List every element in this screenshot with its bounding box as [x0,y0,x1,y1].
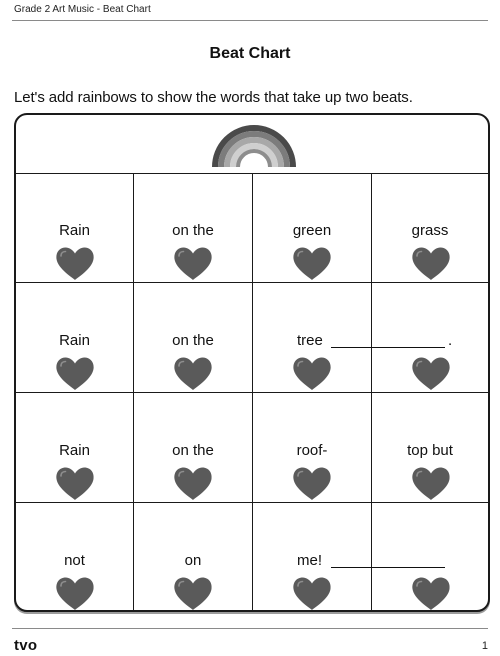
header-divider [12,20,488,21]
heart-icon [55,356,95,392]
page-title: Beat Chart [209,45,291,62]
beat-cell [134,283,253,393]
beat-cell [16,283,134,393]
beat-word: on [184,552,202,569]
heart-icon [411,356,451,392]
beat-cell [253,393,372,503]
instruction-text: Let's add rainbows to show the words that take up two beats. [14,89,413,106]
beat-cell [372,393,488,503]
heart-icon [292,246,332,282]
beat-word: top but [407,442,453,459]
heart-icon [173,576,213,612]
page-number: 1 [481,640,488,652]
beat-word: on the [172,222,214,239]
beat-word: me! [297,552,323,569]
tvo-logo: tvo [14,637,38,654]
beat-cell [372,503,488,610]
rainbow-icon [212,121,296,167]
heart-icon [292,576,332,612]
blank-period: . [448,332,453,349]
heart-icon [411,576,451,612]
beat-word: Rain [59,332,90,349]
beat-word: tree [297,332,323,349]
heart-icon [173,246,213,282]
beat-word: roof- [296,442,328,459]
beat-cell [134,503,253,610]
beat-cell [16,393,134,503]
beat-word: not [64,552,85,569]
beat-cell [372,173,488,283]
heart-icon [173,356,213,392]
beat-cell [16,173,134,283]
heart-icon [292,356,332,392]
heart-icon [173,466,213,502]
beat-cell [372,283,488,393]
beat-cell [253,503,372,610]
beat-word: green [292,222,332,239]
heart-icon [292,466,332,502]
beat-cell [253,173,372,283]
beat-word: Rain [59,442,90,459]
beat-cell [253,283,453,393]
heart-icon [55,246,95,282]
heart-icon [55,466,95,502]
footer-divider [12,628,488,629]
beat-word: grass [411,222,449,239]
beat-word: on the [172,332,214,349]
beat-cell [16,503,134,610]
header-title: Grade 2 Art Music - Beat Chart [14,4,151,15]
rainbow-row [16,115,488,174]
beat-cell [134,173,253,283]
beat-word: on the [172,442,214,459]
beat-grid [16,173,488,610]
heart-icon [411,466,451,502]
beat-word: Rain [59,222,90,239]
beat-chart [14,113,490,612]
heart-icon [411,246,451,282]
heart-icon [55,576,95,612]
beat-cell [134,393,253,503]
